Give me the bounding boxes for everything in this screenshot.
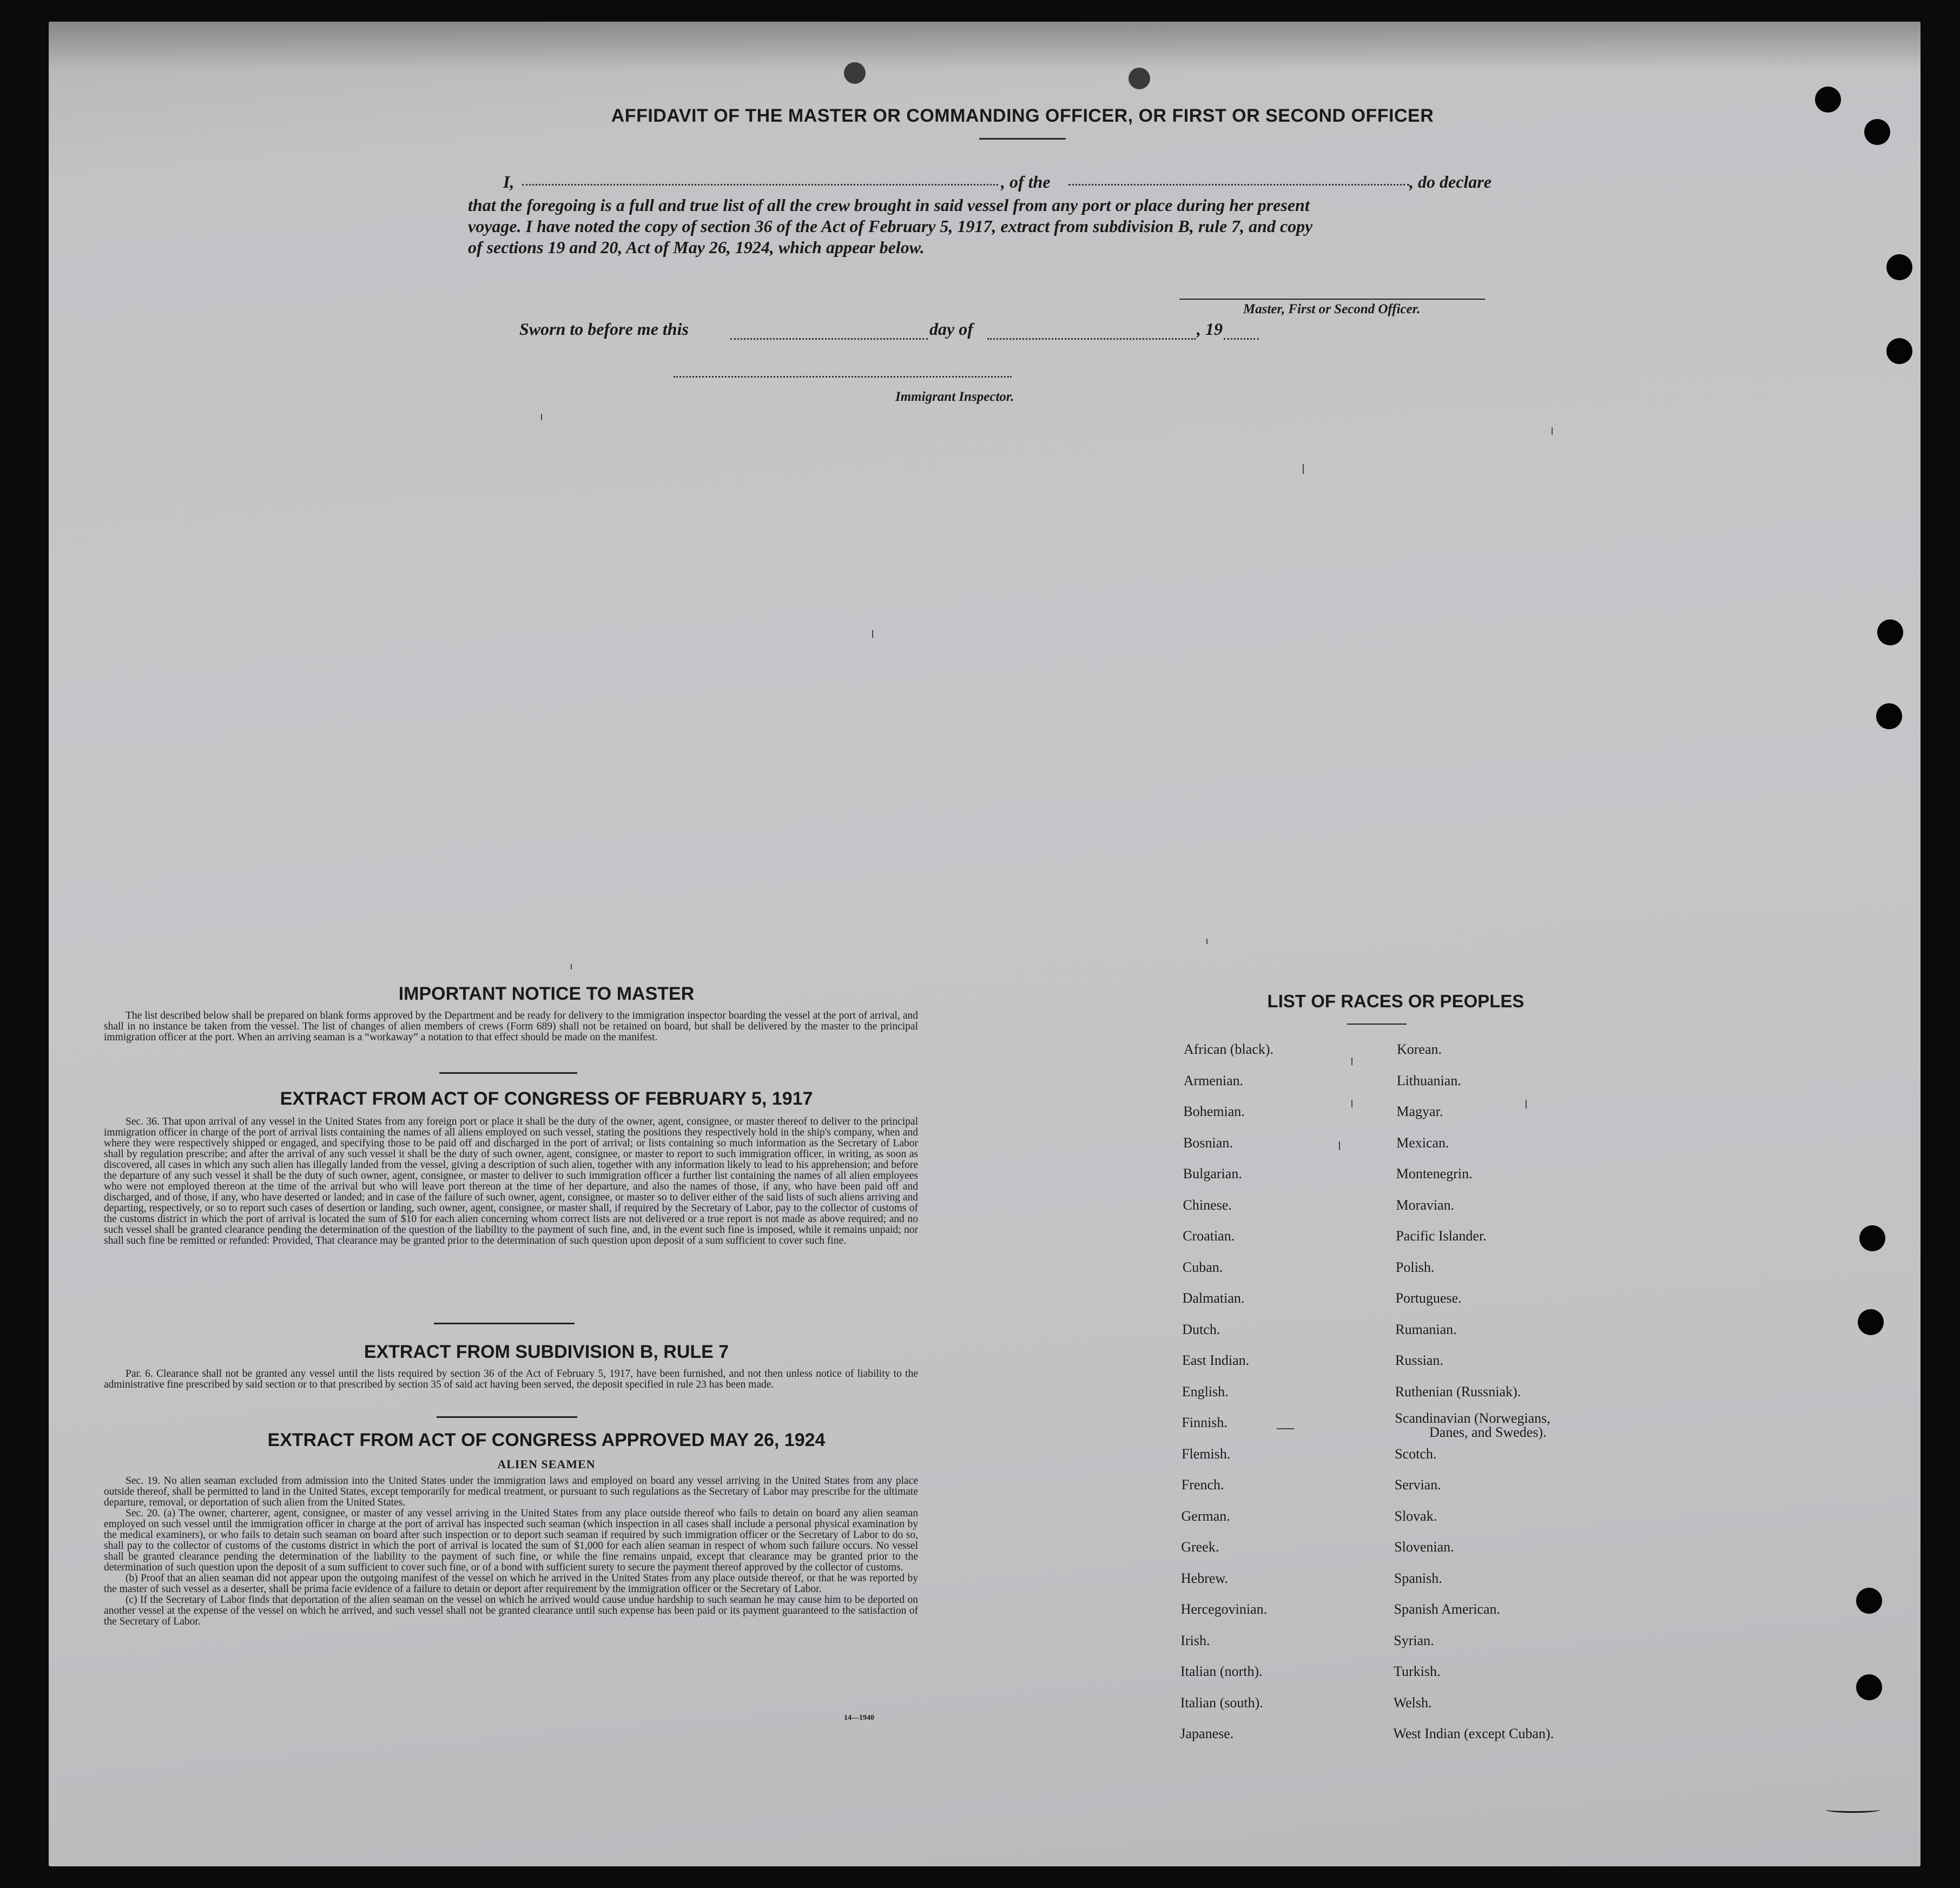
race-item: Montenegrin. [1396, 1166, 1473, 1181]
race-item: Slovenian. [1394, 1539, 1454, 1555]
section-19-paragraph: Sec. 19. No alien seaman excluded from admission into the United States under the immigration laws and employed on board any vessel arriving in the United States from any place outside thereof, shall be permitted to land in the United States, except temporarily for medical treatment, or pursuant to such regulations as the Secretary of Labor may prescribe for the ultimate departure, removal, or deportation of such alien from the United States. [104, 1475, 918, 1508]
do-declare-label: , do declare [1409, 172, 1492, 192]
race-item: Lithuanian. [1396, 1072, 1461, 1088]
scan-mark [1526, 1100, 1527, 1108]
notice-title: IMPORTANT NOTICE TO MASTER [398, 983, 695, 1004]
scan-mark [1206, 939, 1207, 944]
scan-mark [1552, 427, 1553, 435]
scan-mark [1303, 464, 1304, 474]
race-item: Turkish. [1394, 1663, 1441, 1679]
race-item: West Indian (except Cuban). [1393, 1726, 1554, 1741]
race-item: East Indian. [1182, 1352, 1250, 1368]
paper-top-shadow [49, 22, 1921, 70]
extract-1917-text [104, 1117, 918, 1246]
race-item: Chinese. [1183, 1197, 1232, 1213]
race-item: Croatian. [1183, 1228, 1235, 1244]
race-item: Moravian. [1396, 1197, 1455, 1213]
punch-hole [1877, 619, 1903, 645]
form-number: 14—1940 [844, 1714, 874, 1722]
section-divider [437, 1416, 577, 1418]
section-20b-paragraph: (b) Proof that an alien seaman did not appear upon the outgoing manifest of the vessel on which he arrived in the United States from any place outside thereof, or that he was reported by the master of such vessel as a deserter, shall be prima facie evidence of a failure to detain or deport after requirement by the immigration officer or the Secretary of Labor. [104, 1573, 918, 1595]
race-item: Scotch. [1395, 1445, 1437, 1462]
race-item: English. [1182, 1383, 1229, 1400]
race-item: Scandinavian (Norwegians, [1395, 1410, 1550, 1426]
punch-hole [1856, 1588, 1882, 1614]
sworn-year-field[interactable] [1224, 338, 1259, 340]
race-item-continuation: Danes, and Swedes). [1429, 1424, 1547, 1440]
of-the-label: , of the [1001, 172, 1051, 192]
declarant-name-field[interactable] [522, 184, 998, 186]
punch-hole [1859, 1225, 1885, 1251]
punch-hole [1886, 338, 1912, 364]
race-item: Cuban. [1182, 1259, 1223, 1275]
scan-mark [1277, 1428, 1294, 1429]
scan-mark [1351, 1058, 1352, 1065]
year-prefix: , 19 [1197, 319, 1223, 339]
race-item: Spanish. [1394, 1570, 1442, 1586]
punch-hole [1864, 119, 1890, 145]
inspector-signature-line[interactable] [674, 376, 1012, 378]
section-divider [434, 1323, 575, 1324]
race-item: Italian (north). [1180, 1663, 1263, 1679]
inspector-label: Immigrant Inspector. [895, 390, 1014, 404]
master-signature-label: Master, First or Second Officer. [1243, 302, 1421, 316]
race-item: Polish. [1395, 1259, 1435, 1275]
race-item: Russian. [1395, 1352, 1443, 1368]
race-item: Dalmatian. [1182, 1290, 1245, 1306]
scan-mark [1339, 1141, 1340, 1150]
race-item: Hercegovinian. [1180, 1601, 1268, 1617]
punch-hole [844, 62, 866, 84]
punch-hole [1815, 87, 1841, 113]
race-item: Rumanian. [1395, 1321, 1457, 1337]
race-item: Bulgarian. [1183, 1166, 1242, 1181]
race-item: Welsh. [1393, 1694, 1432, 1711]
notice-paragraph: The list described below shall be prepared on blank forms approved by the Department and be ready for delivery to the immigration inspector boarding the vessel at the port of arrival, and shall in no instance be taken from the vessel. The list of changes of alien members of crews (Form 689) shall not be retained on board, but shall be delivered by the master to the principal immigration officer at the port. When an arriving seaman is a “workaway” a notation to that effect should be made on the manifest. [104, 1010, 918, 1043]
sworn-month-field[interactable] [987, 338, 1196, 340]
declaration-line: of sections 19 and 20, Act of May 26, 1924, which appear below. [468, 237, 925, 257]
extract-1924-text [104, 1476, 918, 1627]
race-item: Korean. [1397, 1041, 1442, 1057]
race-item: Hebrew. [1180, 1570, 1228, 1586]
punch-hole [1876, 703, 1902, 729]
race-item: Irish. [1180, 1632, 1210, 1648]
race-item: African (black). [1184, 1041, 1274, 1057]
sworn-day-field[interactable] [730, 338, 928, 340]
race-item: Finnish. [1182, 1415, 1228, 1430]
race-item: Spanish American. [1394, 1601, 1501, 1617]
race-item: Servian. [1394, 1477, 1441, 1493]
section-20a-paragraph: Sec. 20. (a) The owner, charterer, agent, consignee, or master of any vessel arriving in the United States from any place outside thereof who fails to detain on board any alien seaman employed on such vessel until the immigration officer in charge at the port of arrival has inspected such seaman (which inspection in all cases shall include a personal physical examination by the medical examiners), or who fails to detain such seaman on board after such inspection or to deport such seaman if required by such immigration officer or the Secretary of Labor to do so, shall pay to the collector of customs of the customs district in which the port of arrival is located the sum of $1,000 for each alien seaman in respect of whom such failure occurs. No vessel shall be granted clearance pending the determination of the liability to the payment of such fine, or while the fine remains unpaid, except that clearance may be granted prior to the determination of such question upon the deposit of a sum sufficient to cover such fine, or of a bond with sufficient surety to secure the payment thereof approved by the collector of customs. [104, 1508, 918, 1573]
race-item: Japanese. [1180, 1726, 1234, 1741]
extract-1924-title: EXTRACT FROM ACT OF CONGRESS APPROVED MAY 26, 1924 [267, 1430, 826, 1450]
scan-mark [541, 414, 542, 420]
declaration-line: that the foregoing is a full and true list of all the crew brought in said vessel from any port or place during her present [468, 195, 1310, 215]
alien-seamen-subtitle: ALIEN SEAMEN [497, 1457, 596, 1471]
race-item: Ruthenian (Russniak). [1395, 1383, 1521, 1400]
declarant-prefix: I, [503, 172, 514, 192]
punch-hole [1858, 1309, 1884, 1335]
day-of-label: day of [929, 319, 973, 339]
race-item: German. [1181, 1508, 1230, 1524]
race-item: Mexican. [1396, 1134, 1449, 1151]
declaration-text [468, 195, 1528, 258]
extract-rule7-text [104, 1369, 918, 1390]
race-item: Greek. [1181, 1539, 1219, 1555]
punch-hole [1886, 254, 1912, 280]
section-divider [439, 1072, 577, 1074]
race-item: Bosnian. [1183, 1134, 1233, 1151]
punch-hole [1856, 1674, 1882, 1700]
declaration-line: voyage. I have noted the copy of section 36 of the Act of February 5, 1917, extract from subdivision B, rule 7, and copy [468, 216, 1313, 236]
sworn-prefix: Sworn to before me this [519, 319, 689, 339]
race-item: Pacific Islander. [1396, 1228, 1487, 1244]
par-6-paragraph: Par. 6. Clearance shall not be granted any vessel until the lists required by section 36 of the Act of February 5, 1917, have been furnished, and not then unless notice of liability to the administrative fine prescribed by said section or to that prescribed by section 35 of said act having been served, the deposit specified in rule 23 has been made. [104, 1368, 918, 1390]
race-item: Dutch. [1182, 1321, 1220, 1337]
section-36-paragraph: Sec. 36. That upon arrival of any vessel in the United States from any foreign port or place it shall be the duty of the owner, agent, consignee, or master thereof to deliver to the principal immigration officer in charge of the port of arrival lists containing the names of all aliens employed on such vessel, stating the positions they respectively hold in the ship's company, when and where they were respectively shipped or engaged, and specifying those to be paid off and discharged in the port of arrival; or lists containing so much information as the Secretary of Labor shall by regulation prescribe; and after the arrival of any such vessel it shall be the duty of such owner, agent, consignee, or master to report to such immigration officer, in writing, as soon as discovered, all cases in which any such alien has illegally landed from the vessel, giving a description of such alien, together with any information likely to lead to his apprehension; and before the departure of any such vessel it shall be the duty of such owner, agent, consignee, or master to deliver to such immigration officer a further list containing the names of all alien employees who were not employed thereon at the time of the arrival but who will leave port thereon at the time of her departure, and also the names of those, if any, who have been paid off and discharged, and of those, if any, who have deserted or landed; and in case of the failure of such owner, agent, consignee, or master so to deliver either of the said lists of such aliens arriving and departing, respectively, or so to report such cases of desertion or landing, such owner, agent, consignee, or master shall, if required by the Secretary of Labor, pay to the collector of customs of the customs district in which the port of arrival is located the sum of $10 for each alien concerning whom correct lists are not delivered or a true report is not made as above required; and no such vessel shall be granted clearance pending the determination of the question of the liability to the payment of such fine, and, in the event such fine is imposed, while it remains unpaid; nor shall such fine be remitted or refunded: Provided, That clearance may be granted prior to the determination of such question upon deposit of a sum sufficient to cover such fine. [104, 1116, 918, 1246]
scan-mark [571, 964, 572, 969]
race-item: Magyar. [1396, 1104, 1443, 1119]
race-item: Flemish. [1182, 1445, 1231, 1462]
punch-hole [1129, 68, 1150, 89]
race-item: Bohemian. [1183, 1104, 1245, 1119]
races-title: LIST OF RACES OR PEOPLES [1267, 991, 1525, 1011]
affidavit-title: AFFIDAVIT OF THE MASTER OR COMMANDING OFFICER, OR FIRST OR SECOND OFFICER [611, 105, 1434, 126]
race-item: French. [1181, 1477, 1224, 1493]
paper-curl [1826, 1807, 1880, 1813]
race-item: Italian (south). [1180, 1694, 1263, 1711]
races-underline [1347, 1024, 1407, 1025]
master-signature-line[interactable] [1179, 299, 1485, 300]
section-20c-paragraph: (c) If the Secretary of Labor finds that deportation of the alien seaman on the vessel on which he arrived would cause undue hardship to such seaman he may cause him to be deported on another vessel at the expense of the vessel on which he arrived, and such vessel shall not be granted clearance until such expense has been paid or its payment guaranteed to the satisfaction of the Secretary of Labor. [104, 1594, 918, 1627]
extract-rule7-title: EXTRACT FROM SUBDIVISION B, RULE 7 [364, 1342, 729, 1362]
race-item: Syrian. [1394, 1632, 1434, 1648]
race-item: Slovak. [1394, 1508, 1437, 1524]
scan-mark [872, 630, 873, 638]
extract-1917-title: EXTRACT FROM ACT OF CONGRESS OF FEBRUARY 5, 1917 [280, 1088, 813, 1109]
title-underline [979, 138, 1066, 140]
race-item: Armenian. [1183, 1072, 1244, 1088]
vessel-name-field[interactable] [1068, 184, 1409, 186]
race-item: Portuguese. [1395, 1290, 1462, 1306]
scan-mark [1351, 1100, 1352, 1107]
notice-text [104, 1011, 918, 1043]
